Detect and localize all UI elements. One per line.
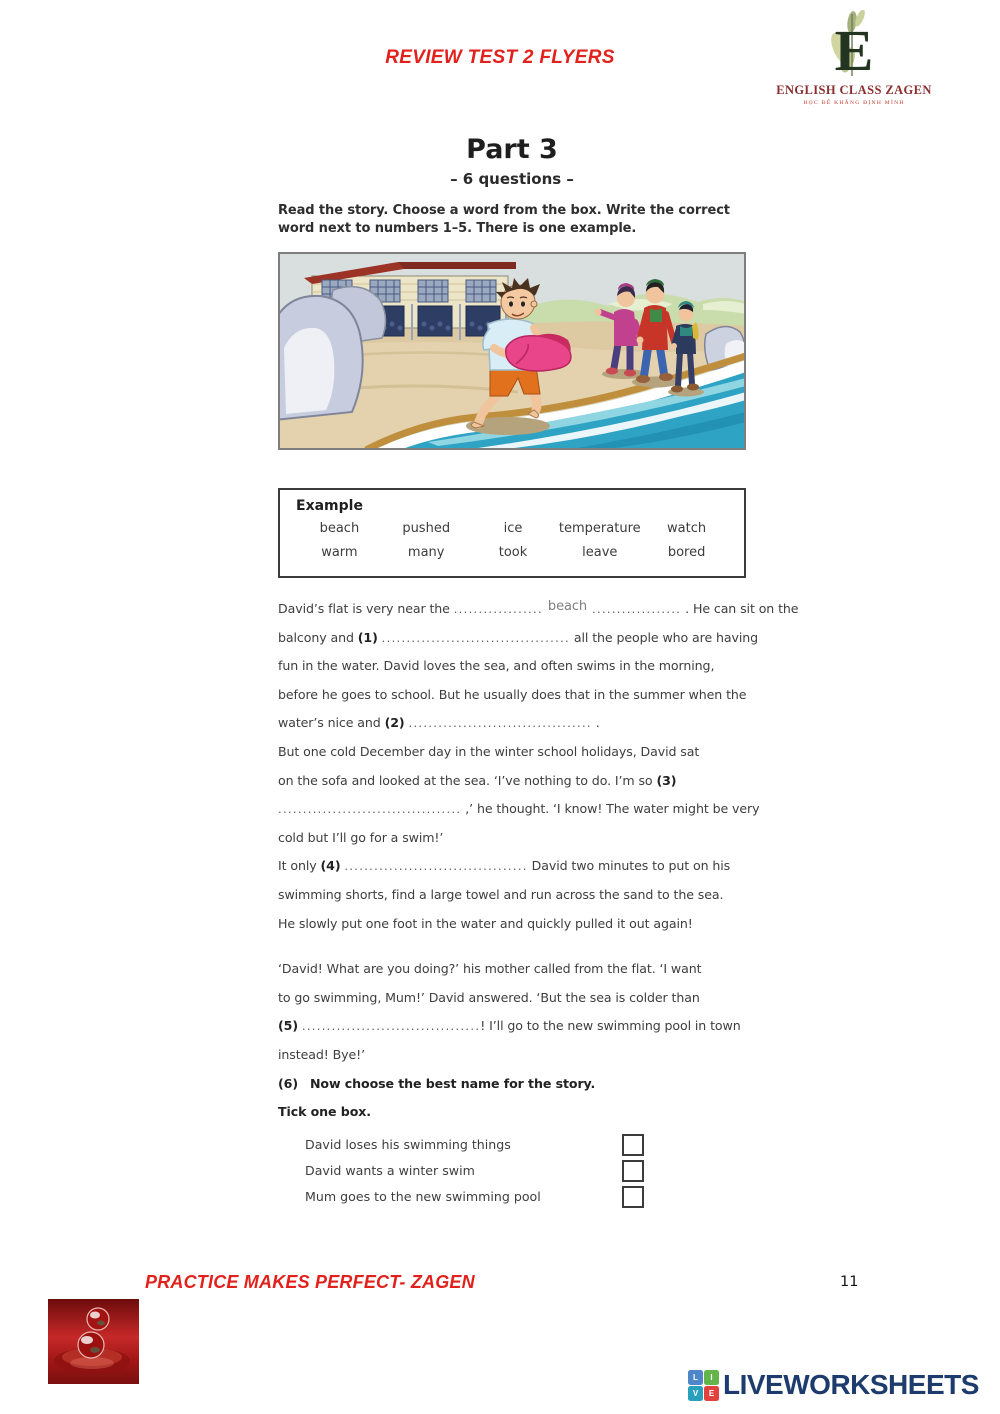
story-text-segment: (1)	[357, 629, 378, 645]
story-line	[278, 887, 756, 916]
lw-tile-i: I	[704, 1370, 719, 1385]
story-line	[278, 1018, 756, 1047]
tick-box-3[interactable]	[622, 1186, 644, 1208]
story-line	[278, 858, 756, 887]
story-line	[278, 773, 756, 802]
word-option: many	[407, 545, 445, 560]
word-option: watch	[667, 521, 707, 536]
story-line	[278, 830, 756, 859]
word-option: bored	[667, 545, 706, 560]
word-option: beach	[319, 521, 360, 536]
blank-1[interactable]: ......................................	[381, 630, 570, 645]
story-line	[278, 916, 756, 945]
lw-tile-e: E	[704, 1386, 719, 1401]
title-options	[278, 1134, 756, 1213]
question-6-number: (6)	[278, 1075, 298, 1091]
lw-tile-v: V	[688, 1386, 703, 1401]
word-option: leave	[582, 545, 618, 560]
liveworksheets-tiles-icon	[688, 1370, 719, 1401]
school-tagline: HỌC ĐỂ KHẲNG ĐỊNH MÌNH	[803, 100, 905, 106]
tick-box-2[interactable]	[622, 1160, 644, 1182]
story-line	[278, 687, 756, 716]
tick-box-1[interactable]	[622, 1134, 644, 1156]
story-text-segment: He slowly put one foot in the water and quickly pulled it out again!	[278, 915, 693, 931]
option-3-label: Mum goes to the new swimming pool	[305, 1189, 541, 1205]
story-text-segment: water’s nice and	[278, 715, 385, 731]
story-illustration	[278, 252, 746, 450]
word-option: temperature	[558, 521, 641, 536]
story-text-segment: ‘David! What are you doing?’ his mother called from the flat. ‘I want	[278, 961, 702, 977]
story-text-segment: (5)	[278, 1018, 298, 1034]
svg-text:E: E	[834, 18, 874, 82]
blank-2[interactable]: .....................................	[408, 716, 592, 731]
story-line	[278, 658, 756, 687]
part-title: Part 3	[466, 134, 558, 165]
story-text-segment: instead! Bye!’	[278, 1046, 365, 1062]
story-text-segment: fun in the water. David loves the sea, and often swims in the morning,	[278, 658, 715, 674]
title-option-row	[278, 1160, 756, 1186]
school-name: ENGLISH CLASS ZAGEN	[776, 83, 932, 97]
story-text-segment: But one cold December day in the winter school holidays, David sat	[278, 743, 700, 759]
word-grid	[296, 521, 730, 560]
red-waterdrop-image	[48, 1299, 139, 1384]
story-line	[278, 1047, 756, 1076]
option-1-label: David loses his swimming things	[305, 1136, 511, 1152]
footer-slogan: PRACTICE MAKES PERFECT- ZAGEN	[145, 1272, 475, 1292]
story-line	[278, 801, 760, 830]
example-answer: beach	[547, 599, 588, 614]
blank-5[interactable]: ....................................	[301, 1019, 481, 1034]
story-text-segment: before he goes to school. But he usually does that in the summer when the	[278, 686, 747, 702]
story-text-segment: all the people who are having	[569, 629, 759, 645]
story-text-segment: ,’ he thought. ‘I know! The water might be very	[461, 801, 760, 817]
story-text-segment: . He can sit on the	[681, 601, 799, 616]
logo-e-icon	[822, 10, 886, 82]
instructions-line2: word next to numbers 1–5. There is one example.	[278, 220, 637, 236]
option-2-label: David wants a winter swim	[305, 1162, 475, 1178]
story-text-segment: (4)	[320, 858, 341, 874]
word-option: took	[498, 545, 528, 560]
dotted-line: ..................	[453, 602, 543, 616]
story-line	[278, 990, 756, 1019]
part-subtitle: – 6 questions –	[450, 170, 574, 188]
beach-scene-image	[278, 252, 746, 450]
question-6-heading	[278, 1076, 756, 1105]
word-box	[278, 488, 746, 578]
word-option: pushed	[402, 521, 451, 536]
word-option: ice	[503, 521, 523, 536]
story-text-segment: (2)	[384, 715, 405, 731]
story-line	[278, 599, 799, 630]
school-logo	[776, 10, 932, 106]
tick-one-box-label: Tick one box.	[278, 1104, 371, 1120]
word-option: warm	[321, 545, 358, 560]
waterdrop-graphic	[48, 1299, 139, 1384]
story-text-segment: cold but I’ll go for a swim!’	[278, 829, 444, 845]
liveworksheets-wordmark: LIVEWORKSHEETS	[723, 1369, 979, 1400]
story-column	[278, 599, 799, 1213]
blank-3[interactable]: .....................................	[278, 802, 462, 817]
title-option-row	[278, 1134, 756, 1160]
story-text-segment: .	[591, 715, 600, 731]
lw-tile-l: L	[688, 1370, 703, 1385]
liveworksheets-logo	[688, 1369, 979, 1401]
question-6-text: Now choose the best name for the story.	[309, 1075, 596, 1091]
story-text-segment: David’s flat is very near the	[278, 601, 454, 616]
story-text-segment: It only	[278, 858, 321, 874]
story-text-segment: swimming shorts, find a large towel and run across the sand to the sea.	[278, 886, 724, 902]
word-box-title: Example	[296, 498, 363, 514]
title-option-row	[278, 1186, 756, 1212]
instructions	[278, 202, 756, 237]
instructions-line1: Read the story. Choose a word from the box. Write the correct	[278, 203, 730, 218]
story-text-segment: ! I’ll go to the new swimming pool in town	[480, 1018, 741, 1034]
page-title: REVIEW TEST 2 FLYERS	[385, 47, 615, 68]
story-line	[278, 629, 759, 659]
story-text-segment: to go swimming, Mum!’ David answered. ‘But the sea is colder than	[278, 989, 700, 1005]
story-text-segment: (3)	[656, 772, 677, 788]
story-line	[278, 744, 756, 773]
story-line	[278, 715, 756, 744]
dotted-line: ..................	[592, 602, 682, 616]
story-text	[278, 599, 799, 1076]
page-number: 11	[840, 1274, 859, 1290]
story-text-segment: on the sofa and looked at the sea. ‘I’ve nothing to do. I’m so	[278, 772, 657, 788]
story-text-segment: balcony and	[278, 629, 358, 645]
blank-4[interactable]: .....................................	[344, 859, 528, 874]
story-text-segment: David two minutes to put on his	[527, 858, 731, 874]
story-line	[278, 961, 756, 990]
